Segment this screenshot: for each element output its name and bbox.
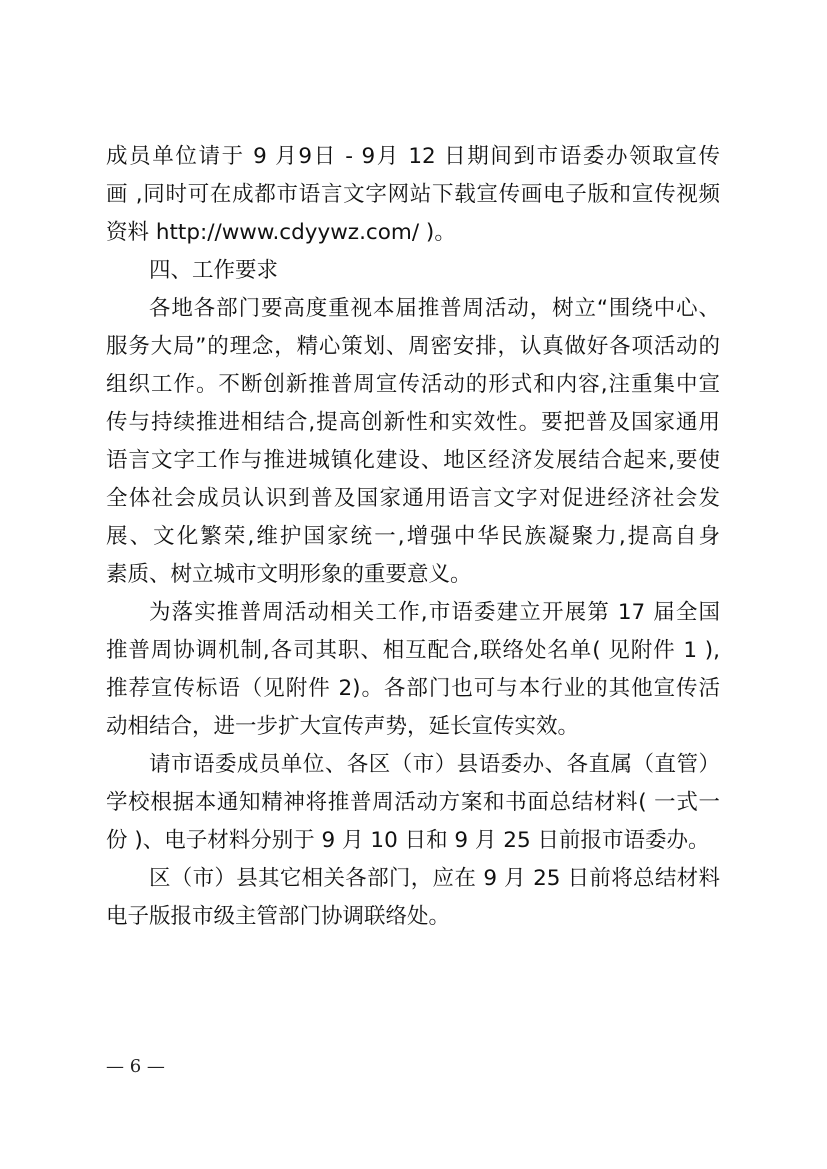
document-body bbox=[106, 138, 720, 936]
text-line-6: 服务大局”的理念，精心策划、周密安排，认真做好各项活动的 bbox=[106, 334, 720, 359]
text-line-15: 推荐宣传标语（见附件 2)。各部门也可与本行业的其他宣传活 bbox=[106, 676, 720, 701]
text-line-17: 请市语委成员单位、各区（市）县语委办、各直属（直管） bbox=[149, 752, 720, 777]
text-line-19: 份 )、电子材料分别于 9 月 10 日和 9 月 25 日前报市语委办。 bbox=[106, 828, 710, 853]
text-line-1: 成员单位请于 9 月9日 - 9月 12 日期间到市语委办领取宣传 bbox=[106, 144, 720, 169]
page-number: — 6 — bbox=[106, 1056, 165, 1077]
section-heading-work-requirements: 四、工作要求 bbox=[149, 258, 279, 283]
text-line-9: 语言文字工作与推进城镇化建设、地区经济发展结合起来,要使 bbox=[106, 448, 720, 473]
text-line-16: 动相结合，进一步扩大宣传声势，延长宣传实效。 bbox=[106, 714, 580, 739]
text-line-5: 各地各部门要高度重视本届推普周活动，树立“围绕中心、 bbox=[149, 296, 720, 321]
text-line-8: 传与持续推进相结合,提高创新性和实效性。要把普及国家通用 bbox=[106, 410, 720, 435]
text-line-12: 素质、树立城市文明形象的重要意义。 bbox=[106, 562, 472, 587]
text-line-21: 电子版报市级主管部门协调联络处。 bbox=[106, 904, 451, 929]
text-line-13: 为落实推普周活动相关工作,市语委建立开展第 17 届全国 bbox=[149, 600, 720, 625]
text-line-10: 全体社会成员认识到普及国家通用语言文字对促进经济社会发 bbox=[106, 486, 720, 511]
text-line-18: 学校根据本通知精神将推普周活动方案和书面总结材料( 一式一 bbox=[106, 790, 720, 815]
text-line-2: 画 ,同时可在成都市语言文字网站下载宣传画电子版和宣传视频 bbox=[106, 182, 720, 207]
text-line-20: 区（市）县其它相关各部门，应在 9 月 25 日前将总结材料 bbox=[149, 866, 720, 891]
text-line-3: 资料 http://www.cdyywz.com/ )。 bbox=[106, 220, 456, 245]
text-line-7: 组织工作。不断创新推普周宣传活动的形式和内容,注重集中宣 bbox=[106, 372, 720, 397]
text-line-11: 展、文化繁荣,维护国家统一,增强中华民族凝聚力,提高自身 bbox=[106, 524, 720, 549]
text-line-14: 推普周协调机制,各司其职、相互配合,联络处名单( 见附件 1 ), bbox=[106, 638, 720, 663]
